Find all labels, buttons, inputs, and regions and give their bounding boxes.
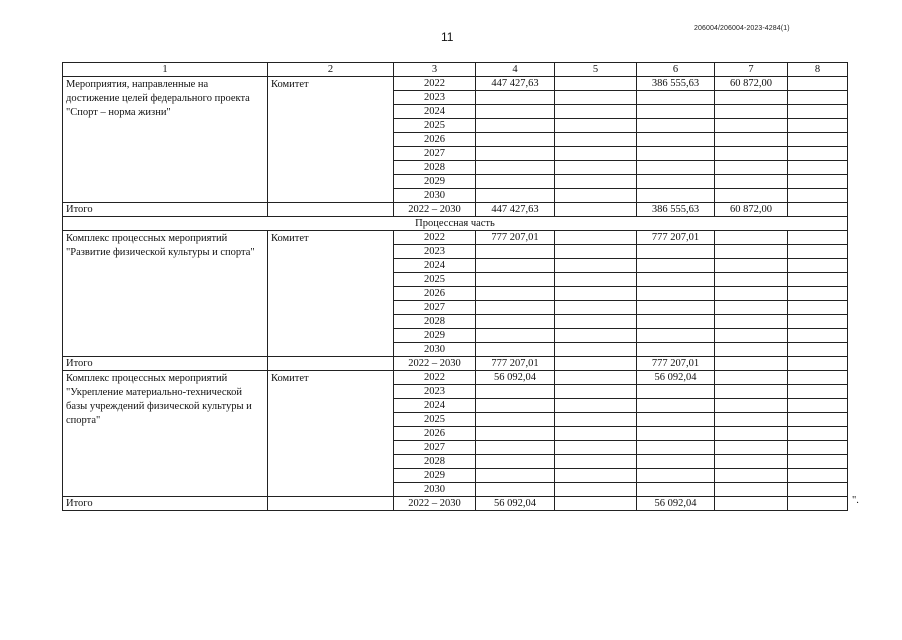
total-cell bbox=[715, 497, 788, 511]
page-number: 11 bbox=[441, 30, 454, 44]
amount-cell bbox=[715, 189, 788, 203]
amount-cell bbox=[476, 441, 555, 455]
year-cell: 2023 bbox=[394, 385, 476, 399]
amount-cell bbox=[715, 483, 788, 497]
amount-cell bbox=[637, 105, 715, 119]
amount-cell bbox=[715, 455, 788, 469]
amount-cell bbox=[788, 105, 848, 119]
amount-cell bbox=[637, 119, 715, 133]
amount-cell bbox=[637, 133, 715, 147]
amount-cell bbox=[555, 189, 637, 203]
amount-cell bbox=[555, 287, 637, 301]
section-row bbox=[63, 217, 848, 231]
amount-cell bbox=[555, 259, 637, 273]
amount-cell bbox=[715, 287, 788, 301]
performer: Комитет bbox=[268, 77, 394, 203]
amount-cell bbox=[476, 413, 555, 427]
amount-cell bbox=[715, 343, 788, 357]
activity-description: Мероприятия, направленные на достижение целей федерального проекта "Спорт – норма жизни" bbox=[63, 77, 268, 203]
total-cell bbox=[555, 357, 637, 371]
year-cell: 2023 bbox=[394, 91, 476, 105]
year-cell: 2029 bbox=[394, 469, 476, 483]
total-cell: 2022 – 2030 bbox=[394, 357, 476, 371]
amount-cell bbox=[555, 77, 637, 91]
amount-cell bbox=[476, 287, 555, 301]
amount-cell bbox=[555, 105, 637, 119]
amount-cell bbox=[788, 469, 848, 483]
year-cell: 2026 bbox=[394, 287, 476, 301]
amount-cell bbox=[788, 273, 848, 287]
total-cell bbox=[268, 497, 394, 511]
year-cell: 2022 bbox=[394, 231, 476, 245]
amount-cell: 777 207,01 bbox=[637, 231, 715, 245]
column-number: 3 bbox=[394, 63, 476, 77]
total-cell bbox=[268, 203, 394, 217]
amount-cell bbox=[788, 133, 848, 147]
year-cell: 2025 bbox=[394, 119, 476, 133]
amount-cell bbox=[788, 385, 848, 399]
amount-cell bbox=[715, 175, 788, 189]
amount-cell bbox=[788, 287, 848, 301]
total-row bbox=[63, 497, 848, 511]
amount-cell bbox=[637, 413, 715, 427]
amount-cell bbox=[476, 91, 555, 105]
amount-cell bbox=[555, 119, 637, 133]
year-cell: 2027 bbox=[394, 147, 476, 161]
amount-cell bbox=[555, 455, 637, 469]
total-cell bbox=[715, 357, 788, 371]
amount-cell bbox=[555, 231, 637, 245]
year-cell: 2024 bbox=[394, 259, 476, 273]
year-cell: 2030 bbox=[394, 483, 476, 497]
year-cell: 2028 bbox=[394, 161, 476, 175]
amount-cell bbox=[788, 175, 848, 189]
year-cell: 2028 bbox=[394, 455, 476, 469]
performer: Комитет bbox=[268, 371, 394, 497]
amount-cell bbox=[788, 161, 848, 175]
year-cell: 2026 bbox=[394, 133, 476, 147]
amount-cell bbox=[476, 315, 555, 329]
total-cell: 56 092,04 bbox=[476, 497, 555, 511]
amount-cell bbox=[788, 343, 848, 357]
amount-cell bbox=[788, 329, 848, 343]
amount-cell bbox=[476, 483, 555, 497]
amount-cell bbox=[715, 371, 788, 385]
amount-cell bbox=[637, 161, 715, 175]
year-cell: 2029 bbox=[394, 329, 476, 343]
total-cell: 60 872,00 bbox=[715, 203, 788, 217]
amount-cell bbox=[788, 455, 848, 469]
year-cell: 2025 bbox=[394, 273, 476, 287]
amount-cell bbox=[555, 175, 637, 189]
amount-cell bbox=[555, 315, 637, 329]
amount-cell bbox=[476, 147, 555, 161]
total-label: Итого bbox=[63, 203, 268, 217]
amount-cell bbox=[788, 231, 848, 245]
amount-cell bbox=[788, 399, 848, 413]
amount-cell bbox=[476, 427, 555, 441]
amount-cell bbox=[788, 413, 848, 427]
amount-cell bbox=[715, 469, 788, 483]
amount-cell bbox=[637, 259, 715, 273]
amount-cell bbox=[715, 315, 788, 329]
total-cell bbox=[555, 497, 637, 511]
amount-cell bbox=[788, 301, 848, 315]
amount-cell bbox=[637, 441, 715, 455]
year-cell: 2030 bbox=[394, 189, 476, 203]
amount-cell bbox=[637, 287, 715, 301]
amount-cell bbox=[637, 483, 715, 497]
amount-cell: 56 092,04 bbox=[637, 371, 715, 385]
activity-description: Комплекс процессных мероприятий "Развитие физической культуры и спорта" bbox=[63, 231, 268, 357]
amount-cell bbox=[555, 245, 637, 259]
amount-cell bbox=[715, 161, 788, 175]
amount-cell bbox=[715, 231, 788, 245]
amount-cell bbox=[555, 343, 637, 357]
amount-cell bbox=[637, 427, 715, 441]
year-cell: 2029 bbox=[394, 175, 476, 189]
amount-cell bbox=[788, 441, 848, 455]
amount-cell bbox=[637, 329, 715, 343]
activity-description: Комплекс процессных мероприятий "Укрепление материально-технической базы учреждений физической культуры и спорта" bbox=[63, 371, 268, 497]
amount-cell bbox=[476, 343, 555, 357]
total-cell: 777 207,01 bbox=[637, 357, 715, 371]
document-id: 206004/206004-2023-4284(1) bbox=[694, 25, 790, 32]
amount-cell bbox=[637, 175, 715, 189]
amount-cell bbox=[637, 189, 715, 203]
amount-cell bbox=[715, 147, 788, 161]
budget-table bbox=[62, 62, 848, 511]
total-row bbox=[63, 203, 848, 217]
year-cell: 2027 bbox=[394, 301, 476, 315]
year-cell: 2028 bbox=[394, 315, 476, 329]
amount-cell bbox=[555, 469, 637, 483]
amount-cell bbox=[476, 189, 555, 203]
column-number: 1 bbox=[63, 63, 268, 77]
amount-cell bbox=[715, 385, 788, 399]
amount-cell bbox=[555, 441, 637, 455]
amount-cell bbox=[476, 469, 555, 483]
amount-cell bbox=[715, 399, 788, 413]
amount-cell bbox=[476, 133, 555, 147]
amount-cell bbox=[715, 259, 788, 273]
total-cell: 56 092,04 bbox=[637, 497, 715, 511]
year-cell: 2023 bbox=[394, 245, 476, 259]
year-cell: 2027 bbox=[394, 441, 476, 455]
amount-cell bbox=[715, 133, 788, 147]
total-cell: 447 427,63 bbox=[476, 203, 555, 217]
amount-cell bbox=[715, 427, 788, 441]
amount-cell bbox=[788, 91, 848, 105]
amount-cell: 56 092,04 bbox=[476, 371, 555, 385]
amount-cell: 447 427,63 bbox=[476, 77, 555, 91]
amount-cell bbox=[555, 413, 637, 427]
amount-cell bbox=[476, 455, 555, 469]
amount-cell bbox=[637, 147, 715, 161]
table-row bbox=[63, 371, 848, 385]
total-cell bbox=[555, 203, 637, 217]
amount-cell bbox=[788, 371, 848, 385]
amount-cell bbox=[555, 427, 637, 441]
amount-cell bbox=[637, 273, 715, 287]
amount-cell bbox=[476, 119, 555, 133]
amount-cell bbox=[715, 441, 788, 455]
amount-cell bbox=[637, 343, 715, 357]
total-cell bbox=[788, 357, 848, 371]
total-cell: 386 555,63 bbox=[637, 203, 715, 217]
total-label: Итого bbox=[63, 497, 268, 511]
amount-cell bbox=[715, 105, 788, 119]
amount-cell bbox=[788, 259, 848, 273]
amount-cell bbox=[788, 147, 848, 161]
column-number: 6 bbox=[637, 63, 715, 77]
column-number: 5 bbox=[555, 63, 637, 77]
amount-cell bbox=[555, 371, 637, 385]
amount-cell bbox=[555, 133, 637, 147]
table-row bbox=[63, 77, 848, 91]
amount-cell bbox=[637, 91, 715, 105]
amount-cell bbox=[555, 273, 637, 287]
amount-cell bbox=[476, 301, 555, 315]
total-cell: 2022 – 2030 bbox=[394, 497, 476, 511]
total-cell bbox=[268, 357, 394, 371]
amount-cell bbox=[476, 273, 555, 287]
amount-cell bbox=[788, 483, 848, 497]
amount-cell bbox=[637, 245, 715, 259]
amount-cell bbox=[637, 399, 715, 413]
year-cell: 2025 bbox=[394, 413, 476, 427]
amount-cell bbox=[715, 329, 788, 343]
year-cell: 2022 bbox=[394, 77, 476, 91]
amount-cell bbox=[788, 427, 848, 441]
total-cell: 777 207,01 bbox=[476, 357, 555, 371]
amount-cell bbox=[476, 399, 555, 413]
amount-cell bbox=[555, 385, 637, 399]
amount-cell bbox=[476, 259, 555, 273]
amount-cell bbox=[715, 119, 788, 133]
amount-cell bbox=[715, 91, 788, 105]
amount-cell bbox=[476, 245, 555, 259]
amount-cell bbox=[788, 189, 848, 203]
amount-cell bbox=[788, 77, 848, 91]
column-number: 4 bbox=[476, 63, 555, 77]
amount-cell bbox=[715, 413, 788, 427]
amount-cell bbox=[476, 385, 555, 399]
amount-cell bbox=[788, 245, 848, 259]
amount-cell: 60 872,00 bbox=[715, 77, 788, 91]
amount-cell bbox=[476, 105, 555, 119]
amount-cell bbox=[637, 301, 715, 315]
amount-cell bbox=[555, 329, 637, 343]
amount-cell bbox=[555, 91, 637, 105]
amount-cell bbox=[555, 399, 637, 413]
total-cell bbox=[788, 203, 848, 217]
total-cell: 2022 – 2030 bbox=[394, 203, 476, 217]
amount-cell bbox=[476, 175, 555, 189]
performer: Комитет bbox=[268, 231, 394, 357]
amount-cell bbox=[637, 385, 715, 399]
amount-cell bbox=[715, 245, 788, 259]
year-cell: 2024 bbox=[394, 399, 476, 413]
amount-cell bbox=[555, 161, 637, 175]
column-number: 2 bbox=[268, 63, 394, 77]
amount-cell bbox=[715, 273, 788, 287]
amount-cell bbox=[637, 315, 715, 329]
amount-cell bbox=[555, 483, 637, 497]
amount-cell: 777 207,01 bbox=[476, 231, 555, 245]
amount-cell bbox=[476, 161, 555, 175]
column-number: 7 bbox=[715, 63, 788, 77]
amount-cell: 386 555,63 bbox=[637, 77, 715, 91]
year-cell: 2022 bbox=[394, 371, 476, 385]
amount-cell bbox=[555, 301, 637, 315]
amount-cell bbox=[476, 329, 555, 343]
year-cell: 2030 bbox=[394, 343, 476, 357]
total-row bbox=[63, 357, 848, 371]
section-title: Процессная часть bbox=[63, 217, 848, 231]
amount-cell bbox=[555, 147, 637, 161]
total-label: Итого bbox=[63, 357, 268, 371]
amount-cell bbox=[637, 469, 715, 483]
total-cell bbox=[788, 497, 848, 511]
year-cell: 2026 bbox=[394, 427, 476, 441]
year-cell: 2024 bbox=[394, 105, 476, 119]
amount-cell bbox=[715, 301, 788, 315]
column-number-row bbox=[63, 63, 848, 77]
closing-quote-mark: ". bbox=[852, 495, 859, 506]
amount-cell bbox=[788, 315, 848, 329]
column-number: 8 bbox=[788, 63, 848, 77]
amount-cell bbox=[788, 119, 848, 133]
table-row bbox=[63, 231, 848, 245]
amount-cell bbox=[637, 455, 715, 469]
